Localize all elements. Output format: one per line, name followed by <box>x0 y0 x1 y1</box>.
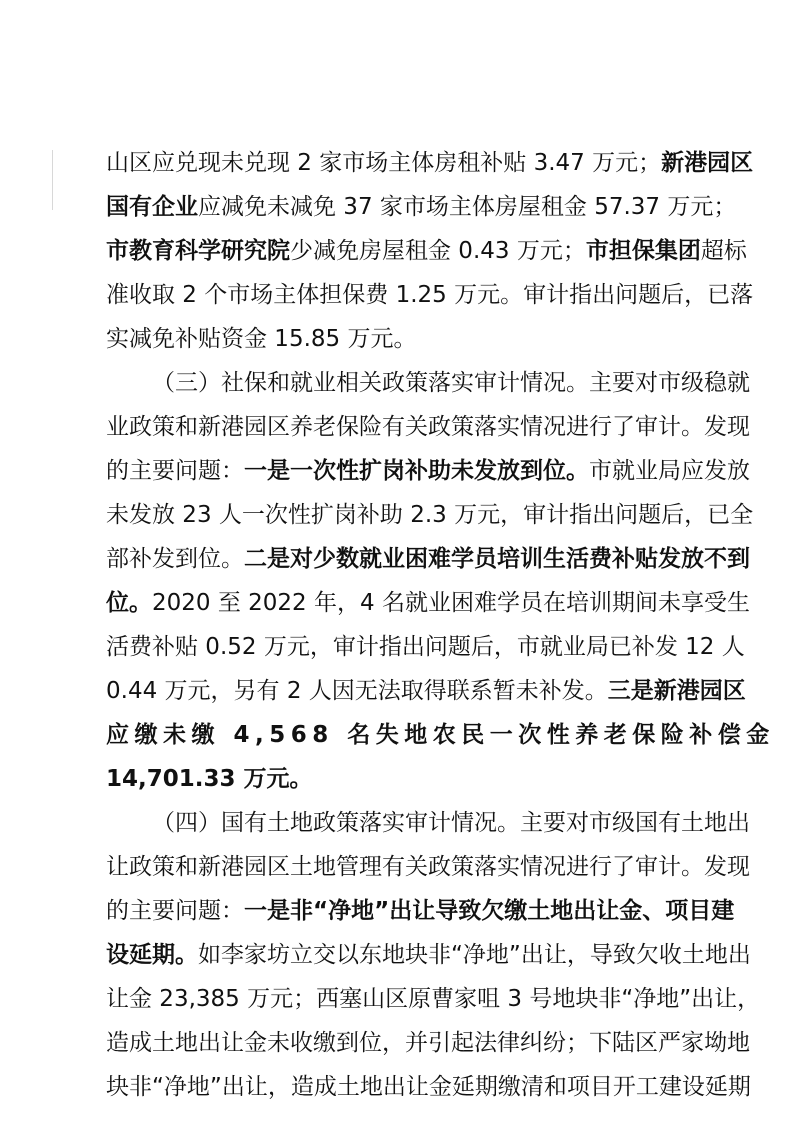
text-line <box>106 889 735 933</box>
text-segment: 未发放 23 人一次性扩岗补助 2.3 万元，审计指出问题后，已全 <box>106 502 754 528</box>
text-segment: 业政策和新港园区养老保险有关政策落实情况进行了审计。发现 <box>106 414 750 440</box>
text-segment: 山区应兑现未兑现 2 家市场主体房租补贴 3.47 万元； <box>106 150 662 176</box>
bold-text-segment: 一是非“净地”出让导致欠缴土地出让金、项目建 <box>244 898 735 924</box>
text-line <box>106 449 750 493</box>
text-line <box>106 1021 750 1065</box>
text-segment: 活费补贴 0.52 万元，审计指出问题后，市就业局已补发 12 人 <box>106 634 745 660</box>
margin-scan-mark <box>52 150 53 210</box>
text-segment: 让政策和新港园区土地管理有关政策落实情况进行了审计。发现 <box>106 854 750 880</box>
text-segment: （三）社保和就业相关政策落实审计情况。主要对市级稳就 <box>152 370 750 396</box>
bold-text-segment: 位。 <box>106 590 152 616</box>
text-line <box>106 141 754 185</box>
text-line <box>106 405 750 449</box>
text-line <box>106 493 754 537</box>
text-line <box>106 625 745 669</box>
text-segment: 部补发到位。 <box>106 546 244 572</box>
text-line <box>106 537 750 581</box>
text-segment: 让金 23,385 万元；西塞山区原曹家咀 3 号地块非“净地”出让， <box>106 986 761 1012</box>
section-heading-line <box>152 361 750 405</box>
text-segment: 实减免补贴资金 15.85 万元。 <box>106 326 417 352</box>
text-line <box>106 933 751 977</box>
text-segment: 准收取 2 个市场主体担保费 1.25 万元。审计指出问题后，已落 <box>106 282 754 308</box>
bold-text-segment: 应缴未缴 4,568 名失地农民一次性养老保险补偿金 <box>106 722 775 748</box>
bold-text-segment: 国有企业 <box>106 194 198 220</box>
text-line <box>106 185 737 229</box>
bold-text-segment: 三是新港园区 <box>607 678 746 704</box>
text-segment: 市就业局应发放 <box>589 458 750 484</box>
section-heading-line <box>152 801 750 845</box>
text-segment: 的主要问题： <box>106 898 244 924</box>
text-line <box>106 581 750 625</box>
bold-text-segment: 市教育科学研究院 <box>106 238 290 264</box>
text-segment: 造成土地出让金未收缴到位，并引起法律纠纷；下陆区严家坳地 <box>106 1030 750 1056</box>
text-line <box>106 317 696 361</box>
text-line <box>106 845 750 889</box>
bold-text-segment: 新港园区 <box>661 150 754 176</box>
text-segment: 应减免未减免 37 家市场主体房屋租金 57.37 万元； <box>198 194 737 220</box>
text-segment: 的主要问题： <box>106 458 244 484</box>
text-line <box>106 229 747 273</box>
bold-text-segment: 一是一次性扩岗补助未发放到位。 <box>244 458 589 484</box>
text-segment: 块非“净地”出让，造成土地出让金延期缴清和项目开工建设延期 <box>106 1074 751 1100</box>
text-line <box>106 1065 751 1109</box>
text-segment: 超标 <box>700 238 747 264</box>
text-line <box>106 977 761 1021</box>
bold-text-segment: 二是对少数就业困难学员培训生活费补贴发放不到 <box>244 546 750 572</box>
text-segment: 少减免房屋租金 0.43 万元； <box>290 238 586 264</box>
text-segment: 0.44 万元，另有 2 人因无法取得联系暂未补发。 <box>106 678 608 704</box>
text-line <box>106 273 754 317</box>
bold-text-segment: 14,701.33 万元。 <box>106 766 313 792</box>
text-line <box>106 757 696 801</box>
text-segment: （四）国有土地政策落实审计情况。主要对市级国有土地出 <box>152 810 750 836</box>
text-segment: 如李家坊立交以东地块非“净地”出让，导致欠收土地出 <box>198 942 751 968</box>
text-line <box>106 713 775 757</box>
text-segment: 2020 至 2022 年，4 名就业困难学员在培训期间未享受生 <box>152 590 750 616</box>
bold-text-segment: 设延期。 <box>106 942 198 968</box>
text-line <box>106 669 746 713</box>
bold-text-segment: 市担保集团 <box>585 238 701 264</box>
